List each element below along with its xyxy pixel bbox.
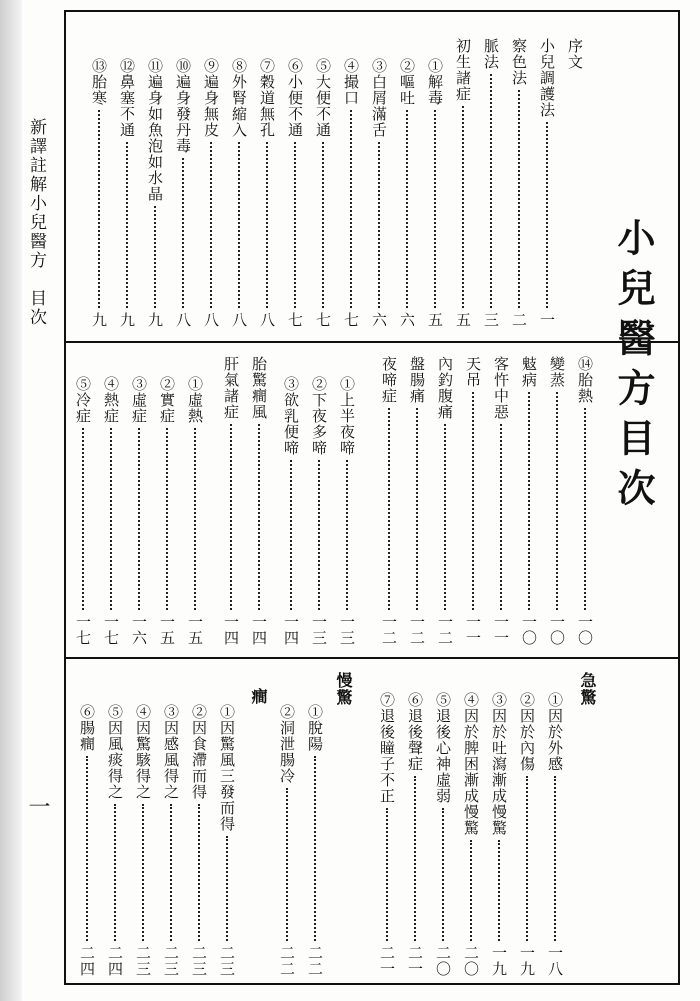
- leader-dots: [286, 788, 288, 941]
- toc-entry: ①脫陽 二二: [306, 704, 324, 977]
- toc-entry: ⑤冷症 一七: [74, 376, 92, 646]
- leader-dots: [498, 840, 500, 941]
- leader-dots: [434, 110, 436, 308]
- leader-dots: [444, 424, 446, 610]
- heading-jijing: 急驚: [578, 672, 597, 706]
- leader-dots: [142, 804, 144, 941]
- leader-dots: [230, 424, 232, 610]
- leader-dots: [154, 206, 156, 308]
- toc-entry: ⑥退後聲症 二一: [406, 692, 424, 977]
- heading-manjing: 慢驚: [334, 672, 353, 706]
- toc-entry: ③因感風得之 二三: [162, 704, 180, 977]
- leader-dots: [322, 142, 324, 308]
- toc-entry: 夜啼症 一二: [380, 356, 398, 646]
- leader-dots: [198, 804, 200, 941]
- toc-entry: 序文: [566, 38, 584, 70]
- toc-entry: 變蒸 一〇: [548, 356, 566, 646]
- toc-entry: ⑨遍身無皮 八: [202, 58, 220, 328]
- book-title: 小兒醫方目次: [611, 218, 656, 518]
- leader-dots: [346, 460, 348, 610]
- leader-dots: [314, 756, 316, 941]
- leader-dots: [294, 142, 296, 308]
- toc-entry: ④熱症 一七: [102, 376, 120, 646]
- toc-entry: ③虛症 一六: [130, 376, 148, 646]
- leader-dots: [170, 804, 172, 941]
- leader-dots: [138, 428, 140, 610]
- leader-dots: [416, 408, 418, 610]
- leader-dots: [98, 110, 100, 308]
- leader-dots: [126, 142, 128, 308]
- toc-entry: ①因於外感 一八: [546, 692, 564, 977]
- leader-dots: [210, 142, 212, 308]
- toc-entry: ①虛熱 一五: [186, 376, 204, 646]
- leader-dots: [266, 142, 268, 308]
- toc-entry: ②因食滯而得 二三: [190, 704, 208, 977]
- leader-dots: [290, 460, 292, 610]
- toc-entry: 客忤中惡 一一: [492, 356, 510, 646]
- toc-entry: 鬾病 一〇: [520, 356, 538, 646]
- toc-entry: 察色法 二: [510, 38, 528, 328]
- leader-dots: [378, 142, 380, 308]
- toc-entry: ①上半夜啼 一三: [338, 376, 356, 646]
- toc-entry: 天吊 一一: [464, 356, 482, 646]
- leader-dots: [86, 756, 88, 941]
- toc-entry: ②實症 一五: [158, 376, 176, 646]
- toc-entry: ③白屑滿舌 六: [370, 58, 388, 328]
- leader-dots: [258, 424, 260, 610]
- leader-dots: [584, 408, 586, 610]
- running-title: 新譯註解小兒醫方 目次: [26, 118, 46, 327]
- toc-entry: 初生諸症 五: [454, 38, 472, 328]
- toc-entry: ④因於脾困漸成慢驚 二〇: [462, 692, 480, 977]
- toc-entry: ①因驚風三發而得 二三: [218, 704, 236, 977]
- toc-entry: ④撮口 七: [342, 58, 360, 328]
- toc-entry: ⑪遍身如魚泡如水晶 九: [146, 58, 164, 328]
- toc-entry: 小兒調護法 一: [538, 38, 556, 328]
- toc-entry: ③欲乳便啼 一四: [282, 376, 300, 646]
- leader-dots: [472, 392, 474, 610]
- leader-dots: [386, 808, 388, 941]
- leader-dots: [442, 808, 444, 941]
- leader-dots: [318, 460, 320, 610]
- leader-dots: [526, 776, 528, 941]
- leader-dots: [194, 428, 196, 610]
- toc-entry: 內釣腹痛 一二: [436, 356, 454, 646]
- leader-dots: [182, 158, 184, 308]
- leader-dots: [546, 122, 548, 308]
- toc-entry: 脈法 三: [482, 38, 500, 328]
- toc-entry: ⑭胎熱 一〇: [576, 356, 594, 646]
- heading-xian: 癎: [249, 688, 268, 705]
- toc-entry: ⑦退後瞳子不正 二一: [378, 692, 396, 977]
- toc-entry: ③因於吐瀉漸成慢驚 一九: [490, 692, 508, 977]
- toc-entry: ④因驚駭得之 二三: [134, 704, 152, 977]
- toc-entry: ②洞泄腸冷 二二: [278, 704, 296, 977]
- leader-dots: [114, 804, 116, 941]
- leader-dots: [528, 392, 530, 610]
- leader-dots: [462, 106, 464, 308]
- leader-dots: [166, 428, 168, 610]
- leader-dots: [470, 840, 472, 941]
- toc-entry: ①解毒 五: [426, 58, 444, 328]
- leader-dots: [238, 142, 240, 308]
- leader-dots: [226, 836, 228, 941]
- toc-entry: ②因於內傷 一九: [518, 692, 536, 977]
- toc-entry: ②嘔吐 六: [398, 58, 416, 328]
- toc-entry: 盤腸痛 一二: [408, 356, 426, 646]
- toc-entry: ⑤退後心神虛弱 二〇: [434, 692, 452, 977]
- leader-dots: [556, 392, 558, 610]
- toc-entry: ⑧外腎縮入 八: [230, 58, 248, 328]
- toc-entry: ⑤大便不通 七: [314, 58, 332, 328]
- leader-dots: [110, 428, 112, 610]
- leader-dots: [518, 90, 520, 308]
- leader-dots: [406, 110, 408, 308]
- toc-entry: ⑫鼻塞不通 九: [118, 58, 136, 328]
- leader-dots: [388, 408, 390, 610]
- leader-dots: [490, 74, 492, 308]
- leader-dots: [350, 110, 352, 308]
- toc-entry: ⑩遍身發丹毒 八: [174, 58, 192, 328]
- toc-entry: 胎驚癎風 一四: [250, 356, 268, 646]
- toc-entry: ⑥腸癎 二四: [78, 704, 96, 977]
- leader-dots: [500, 424, 502, 610]
- leader-dots: [554, 776, 556, 941]
- section-divider-2: [64, 657, 680, 659]
- leader-dots: [82, 428, 84, 610]
- leader-dots: [414, 776, 416, 941]
- toc-entry: ⑦穀道無孔 八: [258, 58, 276, 328]
- section-divider-1: [64, 341, 680, 343]
- toc-entry: ⑤因風痰得之 二四: [106, 704, 124, 977]
- toc-entry: ⑥小便不通 七: [286, 58, 304, 328]
- binding-shadow: [0, 0, 22, 1001]
- page-number: 一: [25, 795, 50, 817]
- toc-entry: ②下夜多啼 一三: [310, 376, 328, 646]
- toc-entry: 肝氣諸症 一四: [222, 356, 240, 646]
- toc-entry: ⑬胎寒 九: [90, 58, 108, 328]
